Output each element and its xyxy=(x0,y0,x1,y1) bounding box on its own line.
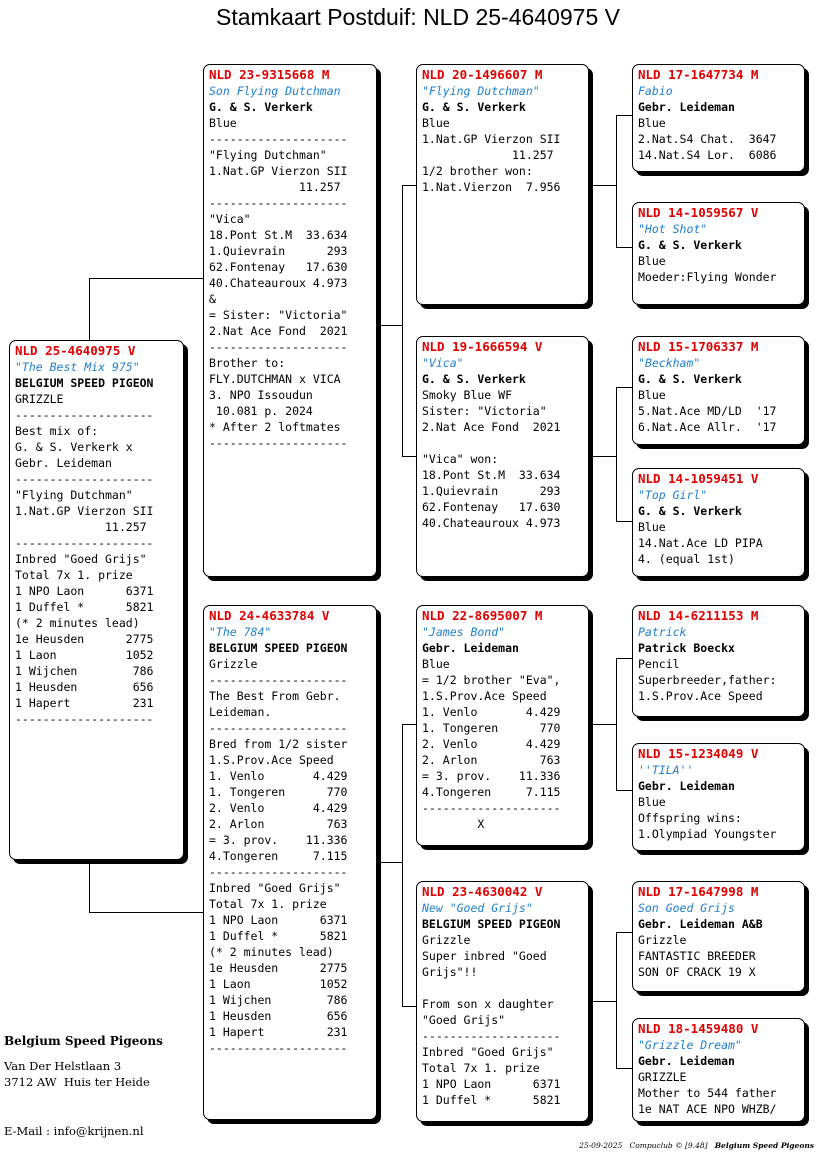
pigeon-color: Blue xyxy=(638,795,666,809)
pigeon-name: "Top Girl" xyxy=(638,488,708,502)
info-line: "Vica" won: xyxy=(422,452,499,466)
info-line: 11.257 xyxy=(209,180,341,194)
info-line: Grijs"!! xyxy=(422,965,478,979)
footer-date: 25-09-2025 xyxy=(579,1141,623,1150)
pigeon-color: Blue xyxy=(638,520,666,534)
connector-line xyxy=(89,278,204,279)
info-line: Super inbred "Goed xyxy=(422,949,547,963)
pigeon-card-ffm[interactable] xyxy=(632,202,805,305)
info-line: -------------------- xyxy=(15,408,154,422)
connector-line xyxy=(616,115,633,116)
info-line: 1.Nat.GP Vierzon SII xyxy=(422,132,561,146)
info-line: -------------------- xyxy=(422,801,561,815)
info-line: 1 Heusden 656 xyxy=(15,680,154,694)
breeder-name: Patrick Boeckx xyxy=(638,641,735,655)
footer xyxy=(579,1141,814,1150)
info-line: -------------------- xyxy=(15,472,154,486)
info-line: 1/2 brother won: xyxy=(422,164,533,178)
pigeon-card-mfm[interactable] xyxy=(632,743,805,851)
connector-line xyxy=(402,724,417,725)
connector-line xyxy=(616,387,633,388)
connector-line xyxy=(89,278,90,340)
info-line: Bred from 1/2 sister xyxy=(209,737,348,751)
info-line: 1 Duffel * 5821 xyxy=(15,600,154,614)
pigeon-color: Blue xyxy=(638,254,666,268)
info-line: 62.Fontenay 17.630 xyxy=(422,500,561,514)
ring-number: NLD 15-1706337 M xyxy=(638,339,759,354)
connector-line xyxy=(402,185,403,456)
pigeon-card-mother[interactable] xyxy=(203,605,377,1120)
info-line: -------------------- xyxy=(422,1029,561,1043)
pigeon-card-father-mother[interactable] xyxy=(416,336,589,577)
pigeon-name: "Hot Shot" xyxy=(638,222,708,236)
breeder-name: BELGIUM SPEED PIGEON xyxy=(209,641,348,655)
info-line: 1 Duffel * 5821 xyxy=(422,1093,561,1107)
info-line: Offspring wins: xyxy=(638,811,742,825)
info-line: -------------------- xyxy=(209,340,348,354)
info-line: 2.Nat.S4 Chat. 3647 xyxy=(638,132,777,146)
pigeon-name: Patrick xyxy=(638,625,687,639)
info-line: & xyxy=(209,292,216,306)
info-line: = Sister: "Victoria" xyxy=(209,308,348,322)
pigeon-color: Grizzle xyxy=(422,933,471,947)
pigeon-card-subject[interactable] xyxy=(9,340,184,860)
info-line: 62.Fontenay 17.630 xyxy=(209,260,348,274)
info-line: 4.Tongeren 7.115 xyxy=(422,785,561,799)
connector-line xyxy=(377,862,402,863)
pigeon-name: "James Bond" xyxy=(422,625,506,639)
pigeon-name: ''TILA'' xyxy=(638,763,694,777)
pigeon-color: Smoky Blue WF xyxy=(422,388,513,402)
pigeon-color: Blue xyxy=(638,116,666,130)
info-line: 1.S.Prov.Ace Speed xyxy=(422,689,547,703)
breeder-name: Gebr. Leideman xyxy=(638,100,735,114)
info-line: G. & S. Verkerk x xyxy=(15,440,133,454)
info-line: 1. Venlo 4.429 xyxy=(422,705,561,719)
info-line: 1e NAT ACE NPO WHZB/ xyxy=(638,1102,777,1116)
info-line: 1.Quievrain 293 xyxy=(209,244,348,258)
breeder-name: Gebr. Leideman A&B xyxy=(638,917,763,931)
connector-line xyxy=(616,115,617,247)
breeder-name: BELGIUM SPEED PIGEON xyxy=(15,376,154,390)
pigeon-card-mother-father[interactable] xyxy=(416,605,589,846)
info-line: "Flying Dutchman" xyxy=(15,488,133,502)
pigeon-color: GRIZZLE xyxy=(638,1070,687,1084)
info-line: Superbreeder,father: xyxy=(638,673,777,687)
owner-name: Belgium Speed Pigeons xyxy=(4,1034,163,1048)
pigeon-color: Grizzle xyxy=(638,933,687,947)
info-line: 4. (equal 1st) xyxy=(638,552,735,566)
pigeon-card-mother-mother[interactable] xyxy=(416,881,589,1122)
connector-line xyxy=(402,185,417,186)
info-line: 1 Duffel * 5821 xyxy=(209,929,348,943)
ring-number: NLD 14-1059451 V xyxy=(638,471,759,486)
info-line: 11.257 xyxy=(15,520,147,534)
info-line: Inbred "Goed Grijs" xyxy=(422,1045,554,1059)
connector-line xyxy=(616,1068,633,1069)
info-line: -------------------- xyxy=(209,865,348,879)
info-line: 1.Nat.Vierzon 7.956 xyxy=(422,180,561,194)
info-line: Inbred "Goed Grijs" xyxy=(209,881,341,895)
info-line: "Vica" xyxy=(209,212,251,226)
ring-number: NLD 25-4640975 V xyxy=(15,343,136,358)
info-line: 14.Nat.Ace LD PIPA xyxy=(638,536,763,550)
connector-line xyxy=(616,790,633,791)
info-line: "Flying Dutchman" xyxy=(209,148,327,162)
info-line: 2. Arlon 763 xyxy=(209,817,348,831)
connector-line xyxy=(89,860,90,912)
info-line: 1 NPO Laon 6371 xyxy=(209,913,348,927)
info-line: (* 2 minutes lead) xyxy=(15,616,140,630)
info-line: -------------------- xyxy=(209,1041,348,1055)
breeder-name: G. & S. Verkerk xyxy=(422,100,526,114)
pigeon-color: Blue xyxy=(422,116,450,130)
info-line: -------------------- xyxy=(15,536,154,550)
pigeon-name: Son Goed Grijs xyxy=(638,901,735,915)
info-line: Inbred "Goed Grijs" xyxy=(15,552,147,566)
info-line: 18.Pont St.M 33.634 xyxy=(209,228,348,242)
pigeon-color: Blue xyxy=(422,657,450,671)
info-line: Sister: "Victoria" xyxy=(422,404,547,418)
connector-line xyxy=(589,724,616,725)
connector-line xyxy=(589,1001,616,1002)
pigeon-name: Son Flying Dutchman xyxy=(209,84,341,98)
pigeon-color: Pencil xyxy=(638,657,680,671)
info-line: 10.081 p. 2024 xyxy=(209,404,313,418)
ring-number: NLD 22-8695007 M xyxy=(422,608,543,623)
breeder-name: G. & S. Verkerk xyxy=(638,238,742,252)
breeder-name: G. & S. Verkerk xyxy=(638,504,742,518)
info-line: -------------------- xyxy=(209,436,348,450)
info-line: = 3. prov. 11.336 xyxy=(422,769,561,783)
info-line: 1. Tongeren 770 xyxy=(422,721,561,735)
info-line: -------------------- xyxy=(209,196,348,210)
ring-number: NLD 24-4633784 V xyxy=(209,608,330,623)
info-line: = 3. prov. 11.336 xyxy=(209,833,348,847)
info-line: 1 Wijchen 786 xyxy=(209,993,348,1007)
info-line: 2. Venlo 4.429 xyxy=(422,737,561,751)
pigeon-card-father[interactable] xyxy=(203,64,377,577)
info-line: FANTASTIC BREEDER xyxy=(638,949,756,963)
info-line: 1.Olympiad Youngster xyxy=(638,827,777,841)
pigeon-name: Fabio xyxy=(638,84,673,98)
info-line: 6.Nat.Ace Allr. '17 xyxy=(638,420,777,434)
pigeon-name: "Flying Dutchman" xyxy=(422,84,540,98)
connector-line xyxy=(89,912,204,913)
info-line: 40.Chateauroux 4.973 xyxy=(422,516,561,530)
info-line: 4.Tongeren 7.115 xyxy=(209,849,348,863)
pigeon-color: Grizzle xyxy=(209,657,258,671)
info-line: 1.S.Prov.Ace Speed xyxy=(209,753,334,767)
breeder-name: G. & S. Verkerk xyxy=(638,372,742,386)
connector-line xyxy=(589,456,616,457)
connector-line xyxy=(402,456,417,457)
pigeon-name: New "Goed Grijs" xyxy=(422,901,533,915)
info-line: 40.Chateauroux 4.973 xyxy=(209,276,348,290)
pigeon-color: Blue xyxy=(209,116,237,130)
page-title: Stamkaart Postduif: NLD 25-4640975 V xyxy=(215,4,620,30)
info-line: 1.Nat.GP Vierzon SII xyxy=(15,504,154,518)
connector-line xyxy=(616,247,633,248)
pigeon-name: "The Best Mix 975" xyxy=(15,360,140,374)
info-line: 1.Nat.GP Vierzon SII xyxy=(209,164,348,178)
info-line: * After 2 loftmates xyxy=(209,420,341,434)
info-line: -------------------- xyxy=(209,132,348,146)
info-line: -------------------- xyxy=(209,673,348,687)
info-line xyxy=(422,435,583,451)
pigeon-color: Blue xyxy=(638,388,666,402)
pigeon-card-fmm[interactable] xyxy=(632,468,805,577)
pigeon-name: "Vica" xyxy=(422,356,464,370)
info-line: Total 7x 1. prize xyxy=(422,1061,540,1075)
connector-line xyxy=(616,387,617,521)
connector-line xyxy=(616,932,617,1068)
info-line: FLY.DUTCHMAN x VICA xyxy=(209,372,341,386)
ring-number: NLD 14-1059567 V xyxy=(638,205,759,220)
ring-number: NLD 14-6211153 M xyxy=(638,608,759,623)
ring-number: NLD 19-1666594 V xyxy=(422,339,543,354)
footer-software: Compuclub © [9.48] xyxy=(629,1141,708,1150)
info-line: Mother to 544 father xyxy=(638,1086,777,1100)
info-line: 1 Hapert 231 xyxy=(15,696,154,710)
info-line: 1 NPO Laon 6371 xyxy=(15,584,154,598)
info-line: (* 2 minutes lead) xyxy=(209,945,334,959)
info-line: Total 7x 1. prize xyxy=(15,568,133,582)
pigeon-color: GRIZZLE xyxy=(15,392,64,406)
info-line: Best mix of: xyxy=(15,424,99,438)
info-line: Moeder:Flying Wonder xyxy=(638,270,777,284)
ring-number: NLD 17-1647998 M xyxy=(638,884,759,899)
info-line: Total 7x 1. prize xyxy=(209,897,327,911)
pigeon-name: "Grizzle Dream" xyxy=(638,1038,742,1052)
connector-line xyxy=(402,724,403,1006)
info-line: From son x daughter xyxy=(422,997,554,1011)
info-line: SON OF CRACK 19 X xyxy=(638,965,756,979)
info-line: Brother to: xyxy=(209,356,286,370)
pigeon-card-mmf[interactable] xyxy=(632,881,805,992)
info-line: 1e Heusden 2775 xyxy=(209,961,348,975)
ring-number: NLD 17-1647734 M xyxy=(638,67,759,82)
info-line: 1 Laon 1052 xyxy=(15,648,154,662)
breeder-name: BELGIUM SPEED PIGEON xyxy=(422,917,561,931)
connector-line xyxy=(589,185,616,186)
pigeon-card-mff[interactable] xyxy=(632,605,805,717)
info-line: 2.Nat Ace Fond 2021 xyxy=(422,420,561,434)
info-line: 3. NPO Issoudun xyxy=(209,388,313,402)
info-line: = 1/2 brother "Eva", xyxy=(422,673,561,687)
pigeon-card-fmf[interactable] xyxy=(632,336,805,445)
info-line: "Goed Grijs" xyxy=(422,1013,506,1027)
pigeon-card-fff[interactable] xyxy=(632,64,805,172)
info-line: 11.257 xyxy=(422,148,554,162)
owner-address-street: Van Der Helstlaan 3 xyxy=(4,1059,122,1073)
info-line: 1. Tongeren 770 xyxy=(209,785,348,799)
pigeon-name: "The 784" xyxy=(209,625,272,639)
info-line: Gebr. Leideman xyxy=(15,456,112,470)
info-line: 1e Heusden 2775 xyxy=(15,632,154,646)
info-line: -------------------- xyxy=(15,712,154,726)
pigeon-name: "Beckham" xyxy=(638,356,701,370)
breeder-name: G. & S. Verkerk xyxy=(422,372,526,386)
connector-line xyxy=(616,658,617,790)
info-line: The Best From Gebr. xyxy=(209,689,341,703)
footer-company: Belgium Speed Pigeons xyxy=(714,1141,814,1150)
info-line: 5.Nat.Ace MD/LD '17 xyxy=(638,404,777,418)
info-line: 1 Hapert 231 xyxy=(209,1025,348,1039)
info-line xyxy=(422,980,583,996)
info-line: X xyxy=(422,817,485,831)
ring-number: NLD 23-9315668 M xyxy=(209,67,330,82)
connector-line xyxy=(377,325,402,326)
info-line: 2.Nat Ace Fond 2021 xyxy=(209,324,348,338)
ring-number: NLD 20-1496607 M xyxy=(422,67,543,82)
pigeon-card-mmm[interactable] xyxy=(632,1018,805,1122)
info-line: 1 Wijchen 786 xyxy=(15,664,154,678)
ring-number: NLD 18-1459480 V xyxy=(638,1021,759,1036)
pigeon-card-father-father[interactable] xyxy=(416,64,589,305)
info-line: 2. Arlon 763 xyxy=(422,753,561,767)
info-line: 1. Venlo 4.429 xyxy=(209,769,348,783)
owner-email: E-Mail : info@krijnen.nl xyxy=(4,1124,144,1138)
info-line: 14.Nat.S4 Lor. 6086 xyxy=(638,148,777,162)
breeder-name: G. & S. Verkerk xyxy=(209,100,313,114)
info-line: 1 Laon 1052 xyxy=(209,977,348,991)
ring-number: NLD 15-1234049 V xyxy=(638,746,759,761)
info-line: 1.S.Prov.Ace Speed xyxy=(638,689,763,703)
info-line: 18.Pont St.M 33.634 xyxy=(422,468,561,482)
breeder-name: Gebr. Leideman xyxy=(422,641,519,655)
ring-number: NLD 23-4630042 V xyxy=(422,884,543,899)
connector-line xyxy=(402,1006,417,1007)
breeder-name: Gebr. Leideman xyxy=(638,779,735,793)
info-line: Leideman. xyxy=(209,705,272,719)
connector-line xyxy=(616,521,633,522)
info-line: 1 NPO Laon 6371 xyxy=(422,1077,561,1091)
breeder-name: Gebr. Leideman xyxy=(638,1054,735,1068)
info-line: 1 Heusden 656 xyxy=(209,1009,348,1023)
connector-line xyxy=(616,658,633,659)
connector-line xyxy=(616,932,633,933)
info-line: 1.Quievrain 293 xyxy=(422,484,561,498)
owner-address-city: 3712 AW Huis ter Heide xyxy=(4,1075,150,1089)
info-line: 2. Venlo 4.429 xyxy=(209,801,348,815)
info-line: -------------------- xyxy=(209,721,348,735)
